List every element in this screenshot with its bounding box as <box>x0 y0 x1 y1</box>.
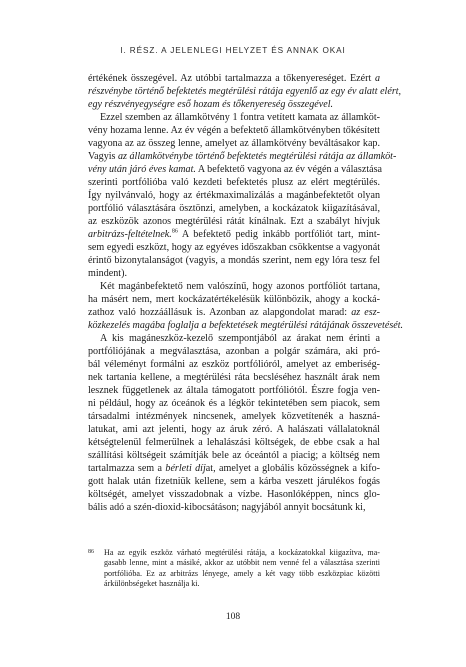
text-span: érintő bizonytalanságot (vagyis, a mondás szerint, nem egy lóra tesz fel <box>88 255 380 266</box>
text-span: portfólió választására ösztönzi, amelyben, a kockázatok kiigazításával, <box>88 203 380 214</box>
text-span: at, amelyet a globális közösségnek a kifo- <box>205 463 380 474</box>
italic-span: vény után járó éves kamat. <box>88 164 196 175</box>
text-span: kétségtelenül felmerülnek a lehalászási költségek, de ebbe csak a hal <box>88 437 380 448</box>
text-line <box>88 228 380 241</box>
text-span: szállítási költségeit számítják bele az óceántól a piacig; a költség nem <box>88 450 380 461</box>
text-span: bális adó a szén-dioxid-kibocsátáson; nagyjából annyit bocsátunk ki, <box>88 502 366 513</box>
text-line <box>88 189 380 202</box>
text-line <box>104 579 380 589</box>
text-line <box>88 501 380 514</box>
text-span: zathoz való hozzáállásuk is. Azonban az alapgondolat marad: <box>88 307 352 318</box>
text-line <box>88 202 380 215</box>
text-line <box>104 569 380 579</box>
text-span: mindent). <box>88 268 127 279</box>
footnote-number: 86 <box>88 549 94 555</box>
italic-span: az esz- <box>351 307 380 318</box>
text-span: nek tartania kellene, a megtérülési ráta becsléséhez használt árak nem <box>88 372 380 383</box>
italic-span: a <box>374 73 380 84</box>
text-span: Így nyilvánvaló, hogy az értékmaximalizálás a magánbefektetőt olyan <box>88 190 380 201</box>
text-line <box>88 436 380 449</box>
text-line <box>104 548 380 558</box>
italic-span: közkezelés magába foglalja a befektetések megtérülési rátájának összevetését. <box>88 320 404 331</box>
text-span: ni például, hogy az óceánok és a légkör tekintetében sem piacok, sem <box>88 398 380 409</box>
text-line <box>88 176 380 189</box>
text-span: az eszközök azonos megtérülési rátát kínálnak. Ezt a szabályt hívjuk <box>88 216 380 227</box>
text-span: portfólióba. Ez az arbitrázs lényege, amely a két vagy több eszközpiac közötti <box>104 568 380 578</box>
paragraph <box>88 332 380 514</box>
text-span: társadalmi intézmények nincsenek, amelyek közvetítenék a haszná- <box>88 411 380 422</box>
text-line <box>88 280 380 293</box>
text-line <box>88 72 380 85</box>
text-span: Két magánbefektető nem valószínű, hogy azonos portfóliót tartana, <box>100 281 380 292</box>
text-span: A befektető pedig inkább portfóliót tart, mint- <box>177 229 380 240</box>
footnote <box>88 548 380 590</box>
footnotes <box>88 548 380 590</box>
text-span: Ezzel szemben az államkötvény 1 fontra vetített kamata az államköt- <box>100 112 380 123</box>
text-span: Ha az egyik eszköz várható megtérülési rátája, a kockázatokkal kiigazítva, ma- <box>104 548 380 557</box>
italic-span: bérleti díj <box>165 463 206 474</box>
text-line <box>88 150 397 163</box>
text-span: szerinti portfólióba való kezdeti befektetés plusz az elért megtérülés. <box>88 177 380 188</box>
text-span: portfóliójának a megválasztása, azonban a polgár számára, aki pró- <box>88 346 380 357</box>
text-line <box>104 558 380 568</box>
text-span: árkülönbségeket használja ki. <box>104 579 200 589</box>
text-line <box>88 111 380 124</box>
text-line <box>88 397 380 410</box>
text-line <box>88 254 380 267</box>
text-line <box>88 306 380 319</box>
text-span: A befektető vagyona az év végén a választása <box>195 164 383 175</box>
text-line <box>88 215 380 228</box>
text-span: gott halak után fizetniük kellene, sem a kárba veszett járulékos fogás <box>88 476 380 487</box>
text-span: Vagyis <box>88 151 118 162</box>
text-span: bál véleményt formálni az eszköz portfólióról, amelyet az emberiség- <box>88 359 380 370</box>
text-line <box>88 163 383 176</box>
text-line <box>88 423 380 436</box>
paragraph <box>88 111 397 280</box>
body-text <box>88 72 404 514</box>
text-span: vagyona az az összeg lenne, amelyet az államkötvény beváltásakor kap. <box>88 138 380 149</box>
text-line <box>88 332 380 345</box>
text-span: értékének összegével. Az utóbbi tartalmazza a tőkenyereséget. Ezért <box>88 73 375 84</box>
text-span: latukat, ami azt jelenti, hogy az áruk zéró. A halászati vállalatoknál <box>88 424 380 435</box>
page-number: 108 <box>225 612 241 622</box>
text-span: lesznek függetlenek az általa támogatott portfóliótól. Észre fogja ven- <box>88 385 380 396</box>
text-line <box>88 384 380 397</box>
text-line <box>88 124 380 137</box>
text-line <box>88 241 380 254</box>
text-line <box>88 488 380 501</box>
text-line <box>88 449 380 462</box>
text-line <box>88 137 380 150</box>
paragraph <box>88 72 402 111</box>
text-span: tartalmazza sem a <box>88 463 166 474</box>
text-line <box>88 410 380 423</box>
running-head: I. RÉSZ. A JELENLEGI HELYZET ÉS ANNAK OKAI <box>120 46 346 55</box>
italic-span: az államkötvénybe történő befektetés megtérülési rátája az államköt- <box>118 151 397 162</box>
text-line <box>88 475 380 488</box>
text-span: vény hozama lenne. Az év végén a befektető államkötvényben tőkésített <box>88 125 380 136</box>
text-line <box>88 371 380 384</box>
text-line <box>88 98 380 111</box>
text-span: költségét, amelyet visszadobnak a vízbe. Hasonlóképpen, nincs glo- <box>88 489 380 500</box>
text-span: sem egyedi eszközt, hogy az egyéves időszakban csökkentse a vagyonát <box>88 242 380 253</box>
text-line <box>88 293 380 306</box>
text-span: A kis magáneszköz-kezelő szempontjából az árakat nem érinti a <box>100 333 380 344</box>
text-line <box>88 462 380 475</box>
italic-span: arbitrázs-feltételnek. <box>88 229 172 240</box>
paragraph <box>88 280 404 332</box>
italic-span: egy részvényegységre eső hozam és tőkenyereség összegével. <box>88 99 334 110</box>
text-line <box>88 267 380 280</box>
text-line <box>88 319 404 332</box>
text-line <box>88 345 380 358</box>
footnote-text <box>104 548 380 590</box>
footnote-ref: 86 <box>171 228 178 235</box>
text-line <box>88 358 380 371</box>
text-span: ha másért nem, mert kockázatértékelésük különbözik, ahogy a kocká- <box>88 294 380 305</box>
text-line <box>88 85 402 98</box>
text-span: gasabb lenne, mint a másiké, akkor az utóbbit nem venné fel a választása szerinti <box>104 558 380 568</box>
italic-span: részvénybe történő befektetés megtérülési rátája egyenlő az egy év alatt elért, <box>88 86 402 97</box>
